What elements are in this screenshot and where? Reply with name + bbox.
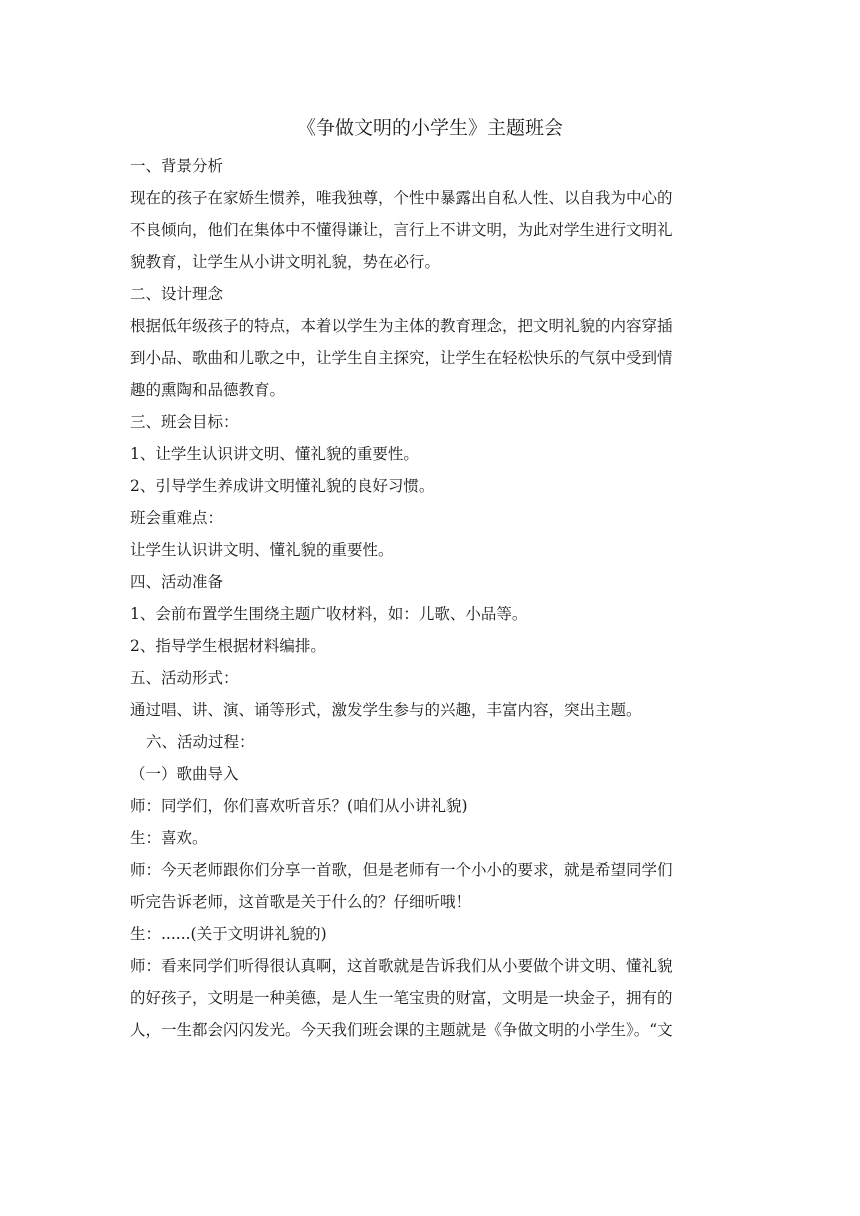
paragraph-line: 现在的孩子在家娇生惯养，唯我独尊，个性中暴露出自私人性、以自我为中心的 <box>130 189 673 207</box>
section-heading-preparation: 四、活动准备 <box>130 573 224 591</box>
paragraph-line: 貌教育，让学生从小讲文明礼貌，势在必行。 <box>130 253 441 271</box>
paragraph-line: 根据低年级孩子的特点，本着以学生为主体的教育理念，把文明礼貌的内容穿插 <box>130 317 673 335</box>
section-heading-process: 六、活动过程： <box>146 733 255 751</box>
dialogue-paragraph <box>130 950 730 1046</box>
dialogue-line: 生：喜欢。 <box>130 829 208 847</box>
document-body <box>130 112 730 1046</box>
key-points-text: 让学生认识讲文明、懂礼貌的重要性。 <box>130 541 394 559</box>
paragraph-line: 听完告诉老师，这首歌是关于什么的？仔细听哦！ <box>130 893 472 911</box>
format-text: 通过唱、讲、演、诵等形式，激发学生参与的兴趣，丰富内容，突出主题。 <box>130 701 642 719</box>
paragraph-design <box>130 310 730 406</box>
paragraph-line: 趣的熏陶和品德教育。 <box>130 381 286 399</box>
goal-item-2: 2、引导学生养成讲文明懂礼貌的良好习惯。 <box>130 477 435 495</box>
dialogue-line: 生：......(关于文明讲礼貌的) <box>130 925 327 943</box>
section-heading-key-points: 班会重难点： <box>130 509 224 527</box>
section-heading-format: 五、活动形式： <box>130 669 239 687</box>
paragraph-line: 到小品、歌曲和儿歌之中，让学生自主探究，让学生在轻松快乐的气氛中受到情 <box>130 349 673 367</box>
section-heading-goals: 三、班会目标： <box>130 413 239 431</box>
paragraph-line: 不良倾向，他们在集体中不懂得谦让，言行上不讲文明，为此对学生进行文明礼 <box>130 221 673 239</box>
preparation-item-2: 2、指导学生根据材料编排。 <box>130 637 326 655</box>
paragraph-line: 的好孩子，文明是一种美德，是人生一笔宝贵的财富，文明是一块金子，拥有的 <box>130 989 673 1007</box>
paragraph-line: 师：今天老师跟你们分享一首歌，但是老师有一个小小的要求，就是希望同学们 <box>130 861 673 879</box>
paragraph-line: 人，一生都会闪闪发光。今天我们班会课的主题就是《争做文明的小学生》。“文 <box>130 1021 673 1039</box>
goal-item-1: 1、让学生认识讲文明、懂礼貌的重要性。 <box>130 445 419 463</box>
paragraph-background <box>130 182 730 278</box>
preparation-item-1: 1、会前布置学生围绕主题广收材料，如：儿歌、小品等。 <box>130 605 528 623</box>
document-title: 《争做文明的小学生》主题班会 <box>296 117 563 139</box>
subsection-heading-song-intro: （一）歌曲导入 <box>130 765 239 783</box>
section-heading-design: 二、设计理念 <box>130 285 224 303</box>
dialogue-paragraph <box>130 854 730 918</box>
dialogue-line: 师：同学们，你们喜欢听音乐？(咱们从小讲礼貌) <box>130 797 468 815</box>
section-heading-background: 一、背景分析 <box>130 157 224 175</box>
paragraph-line: 师：看来同学们听得很认真啊，这首歌就是告诉我们从小要做个讲文明、懂礼貌 <box>130 957 673 975</box>
